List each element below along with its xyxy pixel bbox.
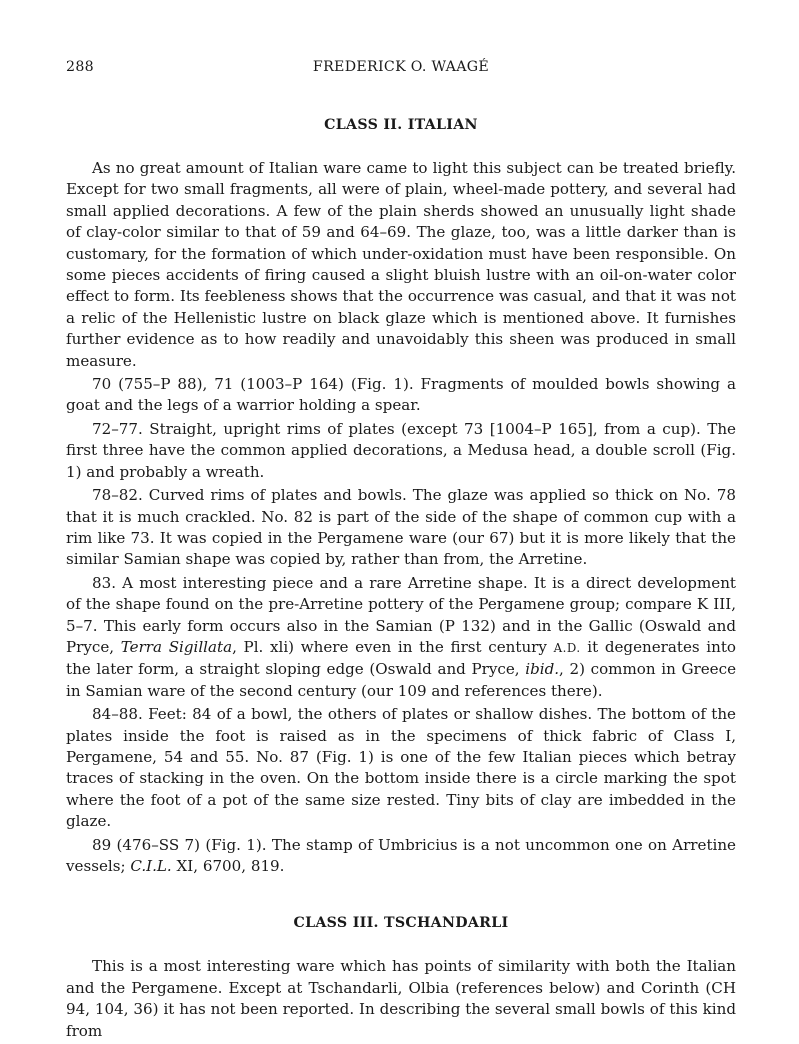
paragraph-entry-89: [66, 835, 736, 878]
entry-89-italic-cil: C.I.L.: [130, 857, 172, 875]
section-heading-italian: CLASS II. ITALIAN: [324, 117, 478, 133]
page: [66, 55, 736, 1044]
entry-89-text-2: XI, 6700, 819.: [171, 857, 285, 875]
paragraph-tschandarli-intro: This is a most interesting ware which has points of similarity with both the Italian and the Pergamene. Except at Tschandarli, Olbia (references below) and Corinth (CH 94, 104, 36) it has not been reported. In describing the several small bowls of this kind from: [66, 957, 736, 1040]
header-author: FREDERICK O. WAAGÉ: [312, 59, 490, 75]
entry-83-text-3: it degenerates into the later form, a straight sloping edge (Oswald and Pryce,: [66, 637, 736, 679]
entry-83-text-1: 83. A most interesting piece and a rare Arretine shape. It is a direct development of the shape found on the pre-Arretine pottery of the Pergamene group; compare K III, 5–7. This early form occurs also in the Samian (P 132) and in the Gallic (Oswald and Pryce,: [66, 573, 736, 656]
entry-83-era: A.D.: [553, 640, 581, 655]
entry-83-text-4: , 2) common in Greece in Samian ware of the second century (our 109 and references there).: [66, 660, 736, 700]
page-number: 288: [66, 59, 94, 75]
paragraph-italian-intro: As no great amount of Italian ware came to light this subject can be treated briefly. Except for two small fragments, all were of plain, wheel-made pottery, and several had small applied decorations. A few of the plain sherds showed an unusually light shade of clay-color similar to that of 59 and 64–69. The glaze, too, was a little darker than is customary, for the formation of which under-oxidation must have been responsible. On some pieces accidents of firing caused a slight bluish lustre with an oil-on-water color effect to form. Its feebleness shows that the occurrence was casual, and that it was not a relic of the Hellenistic lustre on black glaze which is mentioned above. It furnishes further evidence as to how readily and unavoidably this sheen was produced in small measure.: [66, 159, 736, 370]
paragraph-entry-72: 72–77. Straight, upright rims of plates (except 73 [1004–P 165], from a cup). The first three have the common applied decorations, a Medusa head, a double scroll (Fig. 1) and probably a wreath.: [66, 419, 736, 481]
entry-83-italic-ibid: ibid.: [525, 660, 560, 679]
paragraph-entry-83: [66, 573, 736, 702]
section-heading-tschandarli: CLASS III. TSCHANDARLI: [293, 915, 509, 932]
entry-83-italic-terra-sigillata: Terra Sigillata: [120, 637, 233, 656]
paragraph-entry-70: 70 (755–P 88), 71 (1003–P 164) (Fig. 1). Fragments of moulded bowls showing a goat and the legs of a warrior holding a spear.: [66, 375, 736, 415]
paragraph-entry-78: 78–82. Curved rims of plates and bowls. The glaze was applied so thick on No. 78 that it is much crackled. No. 82 is part of the side of the shape of common cup with a rim like 73. It was copied in the Pergamene ware (our 67) but it is more likely that the similar Samian shape was copied by, rather than from, the Arretine.: [66, 486, 736, 569]
running-head: [66, 55, 736, 79]
entry-89-text-1: 89 (476–SS 7) (Fig. 1). The stamp of Umbricius is a not uncommon one on Arretine vessels;: [66, 835, 736, 875]
paragraph-entry-84: 84–88. Feet: 84 of a bowl, the others of plates or shallow dishes. The bottom of the plates inside the foot is raised as in the specimens of thick fabric of Class I, Pergamene, 54 and 55. No. 87 (Fig. 1) is one of the few Italian pieces which betray traces of stacking in the oven. On the bottom inside there is a circle marking the spot where the foot of a pot of the same size rested. Tiny bits of clay are imbedded in the glaze.: [66, 705, 736, 831]
entry-83-text-2: , Pl. xli) where even in the first century: [232, 637, 554, 656]
